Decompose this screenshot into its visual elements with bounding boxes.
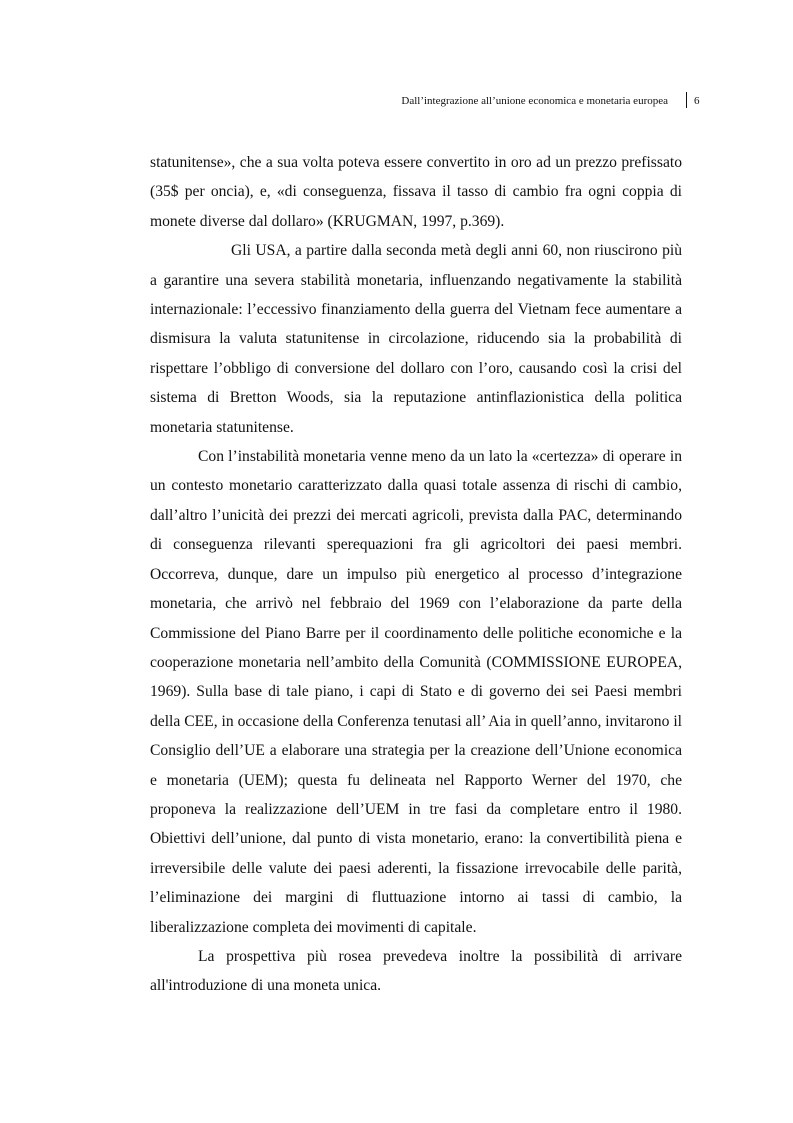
- paragraph-monetary-instability: Con l’instabilità monetaria venne meno da un lato la «certezza» di operare in un contesto monetario caratterizzato dalla quasi totale assenza di rischi di cambio, dall’altro l’unicità dei prezzi dei mercati agricoli, prevista dalla PAC, determinando di conseguenza rilevanti sperequazioni fra gli agricoltori dei paesi membri. Occorreva, dunque, dare un impulso più energetico al processo d’integrazione monetaria, che arrivò nel febbraio del 1969 con l’elaborazione da parte della Commissione del Piano Barre per il coordinamento delle politiche economiche e la cooperazione monetaria nell’ambito della Comunità (COMMISSIONE EUROPEA, 1969). Sulla base di tale piano, i capi di Stato e di governo dei sei Paesi membri della CEE, in occasione della Conferenza tenutasi all’ Aia in quell’anno, invitarono il Consiglio dell’UE a elaborare una strategia per la creazione dell’Unione economica e monetaria (UEM); questa fu delineata nel Rapporto Werner del 1970, che proponeva la realizzazione dell’UEM in tre fasi da completare entro il 1980. Obiettivi dell’unione, dal punto di vista monetario, erano: la convertibilità piena e irreversibile delle valute dei paesi aderenti, la fissazione irrevocabile delle parità, l’eliminazione dei margini di fluttuazione intorno ai tassi di cambio, la liberalizzazione completa dei movimenti di capitale.: [150, 448, 682, 936]
- paragraph-single-currency: La prospettiva più rosea prevedeva inoltre la possibilità di arrivare all'introduzione di una moneta unica.: [150, 947, 682, 995]
- page-number: 6: [694, 95, 700, 107]
- body-text: [150, 148, 682, 1001]
- running-header-title: Dall’integrazione all’unione economica e monetaria europea: [401, 95, 668, 107]
- paragraph-continuation: statunitense», che a sua volta poteva essere convertito in oro ad un prezzo prefissato (35$ per oncia), e, «di conseguenza, fissava il tasso di cambio fra ogni coppia di monete diverse dal dollaro» (KRUGMAN, 1997, p.369).: [150, 154, 682, 230]
- header-divider: [686, 92, 687, 108]
- paragraph-usa-stability: Gli USA, a partire dalla seconda metà degli anni 60, non riuscirono più a garantire una severa stabilità monetaria, influenzando negativamente la stabilità internazionale: l’eccessivo finanziamento della guerra del Vietnam fece aumentare a dismisura la valuta statunitense in circolazione, riducendo sia la probabilità di rispettare l’obbligo di conversione del dollaro con l’oro, causando così la crisi del sistema di Bretton Woods, sia la reputazione antinflazionistica della politica monetaria statunitense.: [150, 242, 682, 436]
